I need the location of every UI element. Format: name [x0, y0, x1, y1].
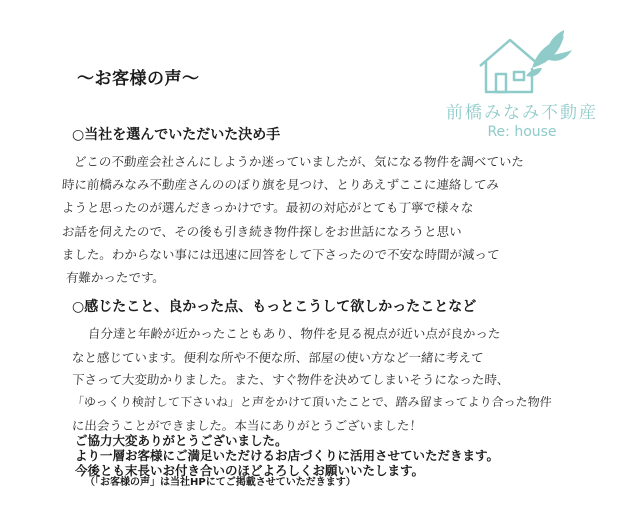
- page-title: ～お客様の声～: [77, 69, 200, 89]
- section-title-reason: ○当社を選んでいただいた決め手: [72, 127, 281, 143]
- handwritten-line: お話を伺えたので、その後も引き続き物件探しをお世話になろうと思い: [61, 224, 463, 239]
- handwritten-line: 自分達と年齢が近かったこともあり、物件を見る視点が近い点が良かった: [87, 326, 502, 341]
- publication-note: （「お客様の声」は当社HPにてご掲載させていただきます）: [85, 477, 356, 488]
- handwritten-line: 「ゆっくり検討して下さいね」と声をかけて頂いたことで、踏み留まってより合った物件: [71, 395, 553, 409]
- handwritten-line: なと感じています。便利な所や不便な所、部屋の使い方など一緒に考えて: [71, 350, 485, 365]
- handwritten-line: 時に前橋みなみ不動産さんののぼり旗を見つけ、とりあえずここに連絡してみ: [61, 177, 500, 192]
- closing-line: 今後とも末長いお付き合いのほどよろしくお願いいたします。: [75, 463, 425, 478]
- company-name: 前橋みなみ不動産: [446, 103, 598, 123]
- company-logo: [400, 28, 640, 146]
- handwritten-line: に出会うことができました。本当にありがとうございました！: [71, 418, 423, 433]
- handwritten-line: 下さって大変助かりました。また、すぐ物件を決めてしまいそうになった時、: [71, 372, 511, 387]
- closing-line: より一層お客様にご満足いただけるお店づくりに活用させていただきます。: [75, 448, 500, 463]
- handwritten-line: ようと思ったのが選んだきっかけです。最初の対応がとても丁寧で様々な: [61, 200, 475, 215]
- handwritten-line: ました。わからない事には迅速に回答をして下さったので不安な時間が減って: [61, 247, 501, 262]
- closing-line: ご協力大変ありがとうございました。: [75, 433, 288, 448]
- section-title-impressions: ○感じたこと、良かった点、もっとこうして欲しかったことなど: [72, 299, 477, 315]
- handwritten-line: どこの不動産会社さんにしようか迷っていましたが、気になる物件を調べていた: [73, 154, 525, 169]
- company-subname: Re: house: [487, 124, 557, 140]
- handwritten-line: 有難かったです。: [65, 270, 166, 285]
- house-leaf-icon: [460, 28, 580, 96]
